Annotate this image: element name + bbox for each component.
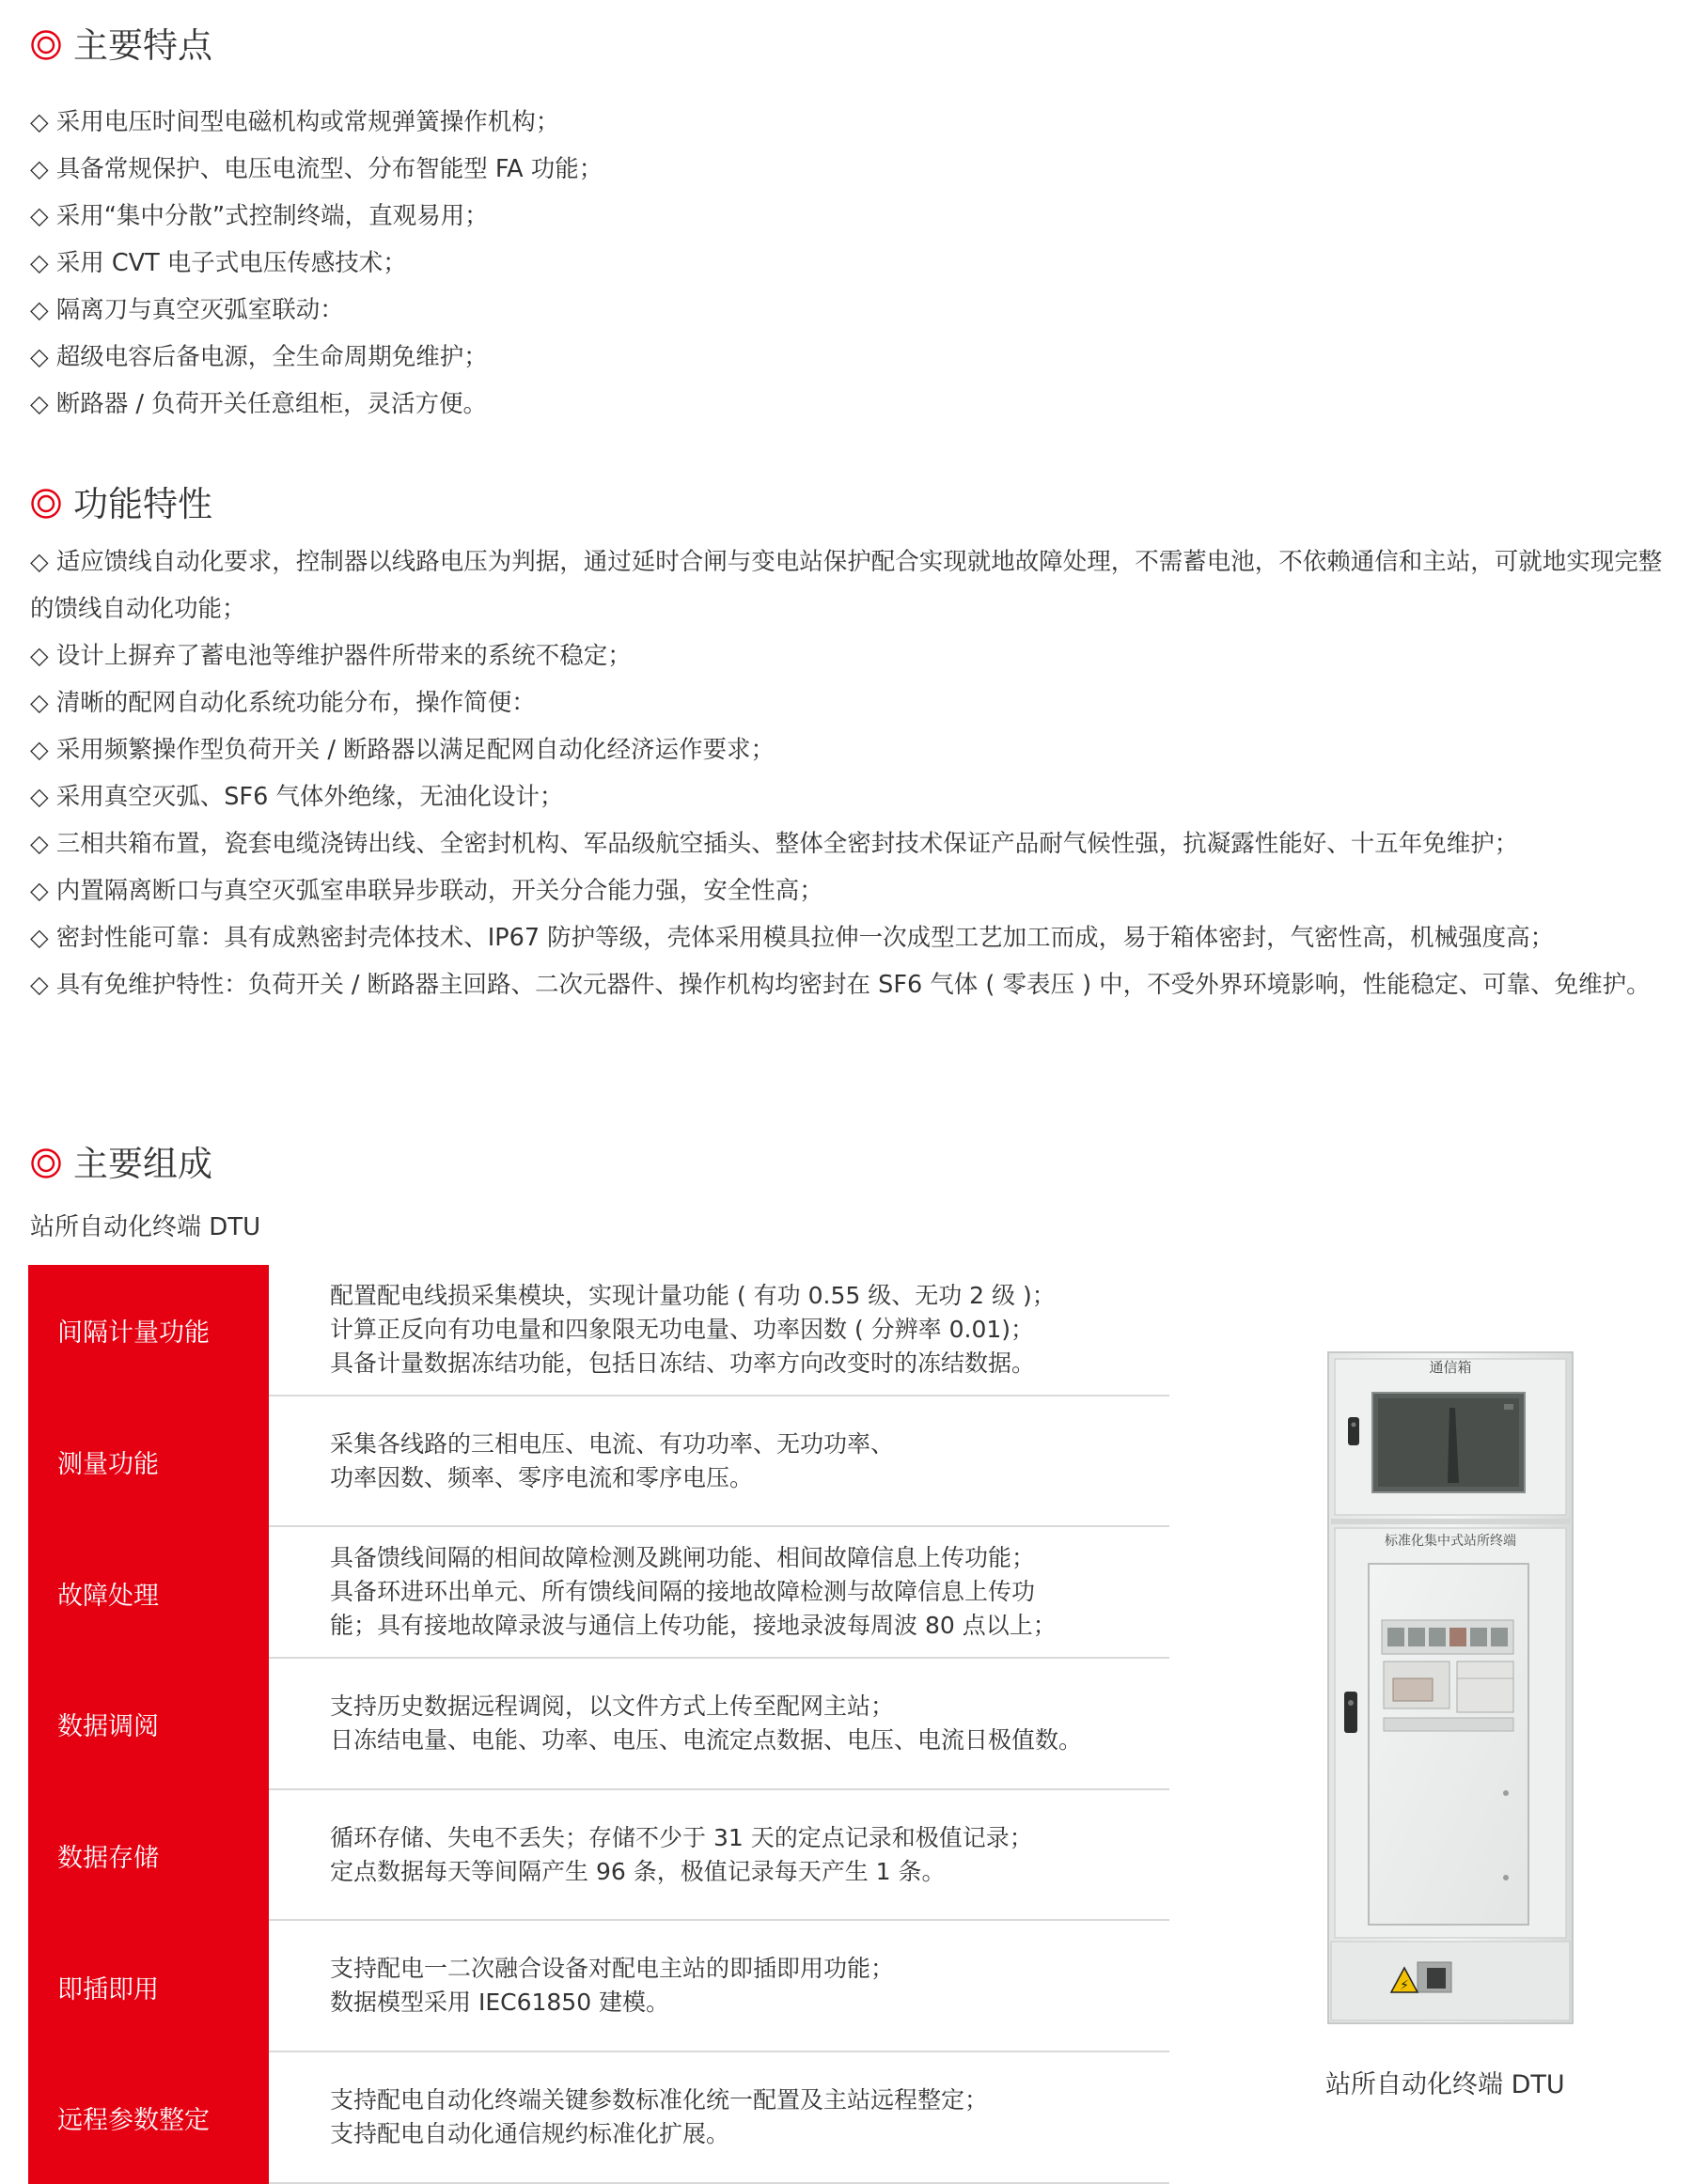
- features-item: ◇ 采用 CVT 电子式电压传感技术；: [30, 249, 407, 277]
- table-row: [28, 1790, 1169, 1922]
- table-row: [28, 1527, 1169, 1659]
- row-content: 支持配电自动化终端关键参数标准化统一配置及主站远程整定； 支持配电自动化通信规约标准化扩展。: [330, 2085, 989, 2147]
- functions-item: ◇ 内置隔离断口与真空灭弧室串联异步联动，开关分合能力强，安全性高；: [30, 877, 823, 905]
- functions-title: 功能特性: [73, 483, 212, 524]
- row-content: 支持历史数据远程调阅，以文件方式上传至配网主站； 日冻结电量、电能、功率、电压、电流定点数据、电压、电流日极值数。: [330, 1692, 1083, 1754]
- features-item: ◇ 超级电容后备电源，全生命周期免维护；: [30, 343, 488, 371]
- top-plate-text: 通信箱: [1429, 1359, 1472, 1376]
- row-label: 故障处理: [28, 1527, 269, 1659]
- composition-subtitle: 站所自动化终端 DTU: [30, 1213, 261, 1241]
- table-row: [28, 2052, 1169, 2184]
- composition-table: [28, 1265, 1169, 2184]
- functions-item: ◇ 具有免维护特性：负荷开关 / 断路器主回路、二次元器件、操作机构均密封在 SF6 气体 ( 零表压 ) 中，不受外界环境影响，性能稳定、可靠、免维护。: [30, 971, 1651, 999]
- composition-title: 主要组成: [73, 1143, 212, 1184]
- table-row: [28, 1659, 1169, 1790]
- row-label: 远程参数整定: [28, 2052, 269, 2184]
- row-content: 循环存储、失电不丢失；存储不少于 31 天的定点记录和极值记录； 定点数据每天等间隔产生 96 条，极值记录每天产生 1 条。: [330, 1823, 1033, 1885]
- target-circle-icon: [30, 1147, 62, 1179]
- features-item: ◇ 采用电压时间型电磁机构或常规弹簧操作机构；: [30, 108, 560, 136]
- product-caption: 站所自动化终端 DTU: [1325, 2070, 1565, 2099]
- table-row: [28, 1265, 1169, 1396]
- functions-item: ◇ 密封性能可靠：具有成熟密封壳体技术、IP67 防护等级，壳体采用模具拉伸一次成型工艺加工而成，易于箱体密封，气密性高，机械强度高；: [30, 924, 1555, 952]
- row-label: 测量功能: [28, 1396, 269, 1528]
- functions-item: ◇ 清晰的配网自动化系统功能分布，操作简便：: [30, 689, 536, 717]
- row-label: 数据存储: [28, 1790, 269, 1922]
- features-item: ◇ 断路器 / 负荷开关任意组柜，灵活方便。: [30, 390, 488, 418]
- functions-item: ◇ 适应馈线自动化要求，控制器以线路电压为判据，通过延时合闸与变电站保护配合实现就地故障处理，不需蓄电池，不依赖通信和主站，可就地实现完整的馈线自动化功能；: [30, 548, 1663, 623]
- functions-item: ◇ 设计上摒弃了蓄电池等维护器件所带来的系统不稳定；: [30, 642, 632, 670]
- table-row: [28, 1396, 1169, 1528]
- features-heading: [30, 24, 212, 66]
- row-content: 配置配电线损采集模块，实现计量功能 ( 有功 0.55 级、无功 2 级 )； 计算正反向有功电量和四象限无功电量、功率因数 ( 分辨率 0.01)； 具备计量数据冻结功能，包括日冻结、功率方向改变时的冻结数据。: [330, 1281, 1056, 1377]
- dtu-cabinet-image: [1327, 1351, 1574, 2024]
- table-row: [28, 1921, 1169, 2052]
- target-circle-icon: [30, 29, 62, 61]
- functions-item: ◇ 采用频繁操作型负荷开关 / 断路器以满足配网自动化经济运作要求；: [30, 736, 776, 764]
- row-label: 数据调阅: [28, 1659, 269, 1790]
- composition-heading: [30, 1143, 212, 1184]
- features-item: ◇ 隔离刀与真空灭弧室联动：: [30, 296, 344, 324]
- functions-item: ◇ 采用真空灭弧、SF6 气体外绝缘，无油化设计；: [30, 783, 564, 811]
- features-title: 主要特点: [73, 24, 212, 66]
- row-content: 支持配电一二次融合设备对配电主站的即插即用功能； 数据模型采用 IEC61850 建模。: [330, 1955, 895, 2017]
- row-label: 即插即用: [28, 1921, 269, 2052]
- row-content: 采集各线路的三相电压、电流、有功功率、无功功率、 功率因数、频率、零序电流和零序电压。: [330, 1429, 895, 1491]
- features-item: ◇ 具备常规保护、电压电流型、分布智能型 FA 功能；: [30, 155, 603, 183]
- functions-heading: [30, 483, 212, 524]
- row-label: 间隔计量功能: [28, 1265, 269, 1396]
- svg-text:⚡: ⚡: [1400, 1978, 1409, 1993]
- target-circle-icon: [30, 488, 62, 520]
- features-item: ◇ 采用“集中分散”式控制终端，直观易用；: [30, 202, 489, 230]
- row-content: 具备馈线间隔的相间故障检测及跳闸功能、相间故障信息上传功能； 具备环进环出单元、所有馈线间隔的接地故障检测与故障信息上传功 能；具有接地故障录波与通信上传功能，接地录波每周波 80 点以上；: [330, 1544, 1057, 1640]
- bottom-plate-text: 标准化集中式站所终端: [1385, 1534, 1516, 1549]
- functions-item: ◇ 三相共箱布置，瓷套电缆浇铸出线、全密封机构、军品级航空插头、整体全密封技术保证产品耐气候性强，抗凝露性能好、十五年免维护；: [30, 830, 1519, 858]
